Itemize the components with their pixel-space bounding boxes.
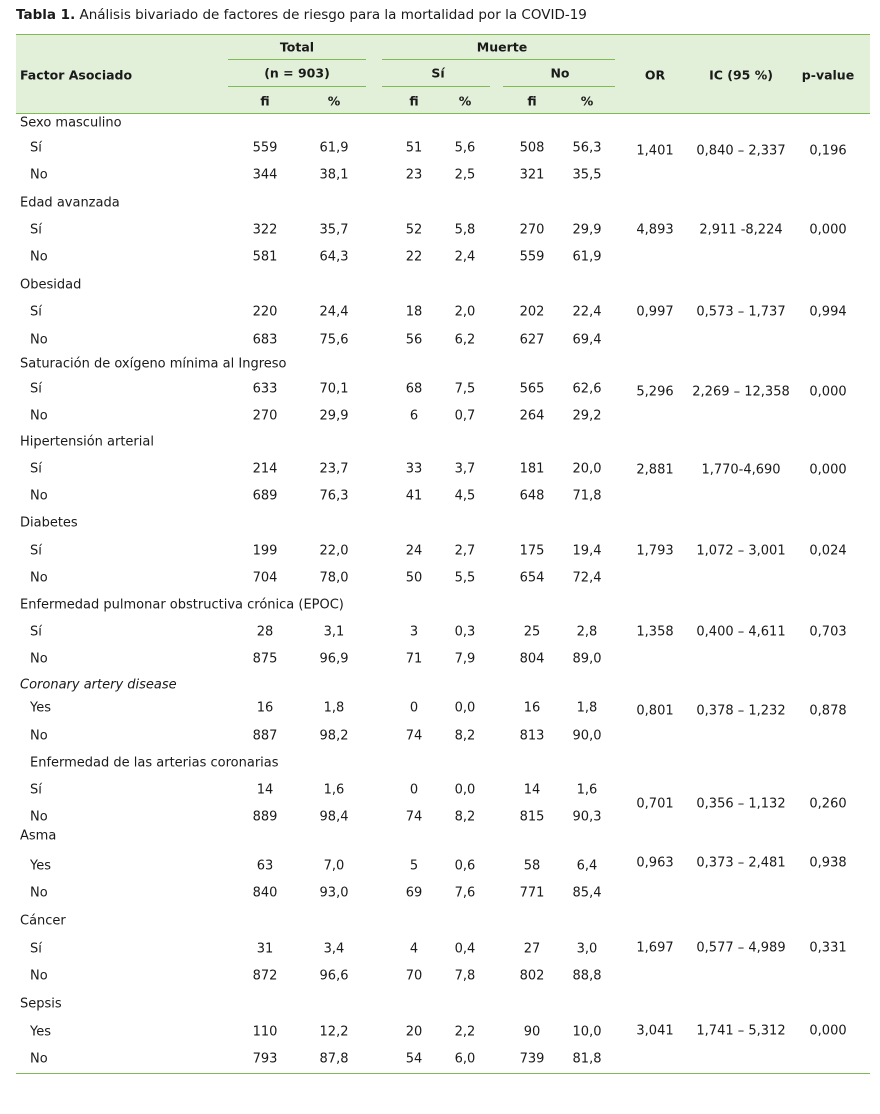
table-cell: 7,6 [454,885,476,901]
table-cell: 29,2 [572,408,602,424]
table-cell: 202 [519,304,545,320]
table-cell: 1,8 [323,700,345,716]
row-label: Sí [30,941,42,957]
table-cell: 627 [519,332,545,348]
or-value: 4,893 [636,222,674,238]
p-value-header: p-value [801,67,855,83]
table-cell: 54 [405,1051,423,1067]
table-cell: 214 [252,461,278,477]
p-value: 0,703 [809,624,847,640]
row-label: No [30,249,48,265]
total-pct-header: % [327,93,341,109]
table-cell: 7,9 [454,651,476,667]
table-cell: 1,6 [323,782,345,798]
ic-value: 0,400 – 4,611 [696,624,786,640]
table-cell: 27 [523,941,541,957]
table-cell: 889 [252,809,278,825]
p-value: 0,000 [809,462,847,478]
table-cell: 31 [256,941,274,957]
or-value: 0,997 [636,304,674,320]
row-label: No [30,167,48,183]
row-label: No [30,570,48,586]
n-header: (n = 903) [264,65,330,81]
row-label: Sí [30,782,42,798]
or-value: 1,358 [636,624,674,640]
table-cell: 62,6 [572,381,602,397]
ic-value: 1,741 – 5,312 [696,1023,786,1039]
or-value: 2,881 [636,462,674,478]
table-cell: 50 [405,570,423,586]
table-cell: 840 [252,885,278,901]
group-title: Cáncer [20,913,66,929]
table-cell: 10,0 [572,1024,602,1040]
group-title: Enfermedad de las arterias coronarias [30,755,279,771]
ic-value: 0,378 – 1,232 [696,703,786,719]
table-cell: 29,9 [572,222,602,238]
total-fi-header: fi [260,93,270,109]
table-cell: 89,0 [572,651,602,667]
table-cell: 0,7 [454,408,476,424]
muerte-si-rule [382,86,490,87]
table-cell: 63 [256,858,274,874]
ic-value: 0,840 – 2,337 [696,143,786,159]
table-cell: 0,3 [454,624,476,640]
table-cell: 20 [405,1024,423,1040]
group-title: Coronary artery disease [20,677,177,693]
table-cell: 2,7 [454,543,476,559]
row-label: Sí [30,222,42,238]
ic-value: 0,373 – 2,481 [696,855,786,871]
table-cell: 24 [405,543,423,559]
p-value: 0,000 [809,222,847,238]
table-cell: 565 [519,381,545,397]
table-cell: 78,0 [319,570,349,586]
factor-header: Factor Asociado [20,67,133,83]
table-cell: 3,1 [323,624,345,640]
table-cell: 93,0 [319,885,349,901]
table-cell: 0 [409,700,419,716]
table-cell: 0,6 [454,858,476,874]
table-cell: 72,4 [572,570,602,586]
row-label: No [30,809,48,825]
table-cell: 25 [523,624,541,640]
p-value: 0,260 [809,796,847,812]
table-cell: 3,0 [576,941,598,957]
ic-value: 1,770-4,690 [701,462,781,478]
table-cell: 5 [409,858,419,874]
or-value: 1,793 [636,543,674,559]
muerte-si-header: Sí [431,65,445,81]
table-cell: 7,5 [454,381,476,397]
caption-text: Análisis bivariado de factores de riesgo para la mortalidad por la COVID-19 [75,7,587,23]
table-cell: 654 [519,570,545,586]
or-value: 0,701 [636,796,674,812]
row-label: No [30,488,48,504]
table-cell: 24,4 [319,304,349,320]
row-label: No [30,408,48,424]
table-cell: 70 [405,968,423,984]
table-cell: 875 [252,651,278,667]
table-cell: 56,3 [572,140,602,156]
p-value: 0,024 [809,543,847,559]
table-cell: 22,4 [572,304,602,320]
table-cell: 5,5 [454,570,476,586]
table-cell: 683 [252,332,278,348]
table-cell: 8,2 [454,728,476,744]
n-rule [228,86,366,87]
table-cell: 633 [252,381,278,397]
table-cell: 3 [409,624,419,640]
ic-value: 2,911 -8,224 [699,222,783,238]
row-label: Sí [30,543,42,559]
p-value: 0,000 [809,1023,847,1039]
row-label: Yes [30,700,51,716]
table-cell: 199 [252,543,278,559]
table-cell: 581 [252,249,278,265]
table-cell: 64,3 [319,249,349,265]
table-cell: 51 [405,140,423,156]
table-cell: 96,9 [319,651,349,667]
row-label: No [30,1051,48,1067]
table-cell: 887 [252,728,278,744]
ic-header: IC (95 %) [709,67,773,83]
table-cell: 52 [405,222,423,238]
table-cell: 1,8 [576,700,598,716]
table-cell: 56 [405,332,423,348]
table-cell: 19,4 [572,543,602,559]
table-cell: 68 [405,381,423,397]
table-cell: 35,5 [572,167,602,183]
table-cell: 175 [519,543,545,559]
table-cell: 3,7 [454,461,476,477]
table-cell: 22 [405,249,423,265]
table-cell: 90 [523,1024,541,1040]
table-cell: 3,4 [323,941,345,957]
ic-value: 0,356 – 1,132 [696,796,786,812]
table-cell: 270 [519,222,545,238]
muerte-no-rule [503,86,615,87]
table-caption [16,7,587,23]
table-cell: 74 [405,728,423,744]
table-cell: 0,4 [454,941,476,957]
table-cell: 648 [519,488,545,504]
table-cell: 508 [519,140,545,156]
table-cell: 815 [519,809,545,825]
table-cell: 12,2 [319,1024,349,1040]
table-cell: 35,7 [319,222,349,238]
table-cell: 88,8 [572,968,602,984]
no-fi-header: fi [527,93,537,109]
total-rule [228,59,366,60]
table-cell: 14 [256,782,274,798]
group-title: Hipertensión arterial [20,434,154,450]
table-cell: 87,8 [319,1051,349,1067]
table-cell: 344 [252,167,278,183]
or-value: 5,296 [636,384,674,400]
table-cell: 6,2 [454,332,476,348]
or-value: 3,041 [636,1023,674,1039]
table-cell: 0 [409,782,419,798]
table-cell: 85,4 [572,885,602,901]
group-title: Enfermedad pulmonar obstructiva crónica (EPOC) [20,597,344,613]
table-cell: 18 [405,304,423,320]
p-value: 0,878 [809,703,847,719]
table-cell: 16 [256,700,274,716]
table-cell: 98,2 [319,728,349,744]
row-label: Sí [30,624,42,640]
or-value: 1,697 [636,940,674,956]
table-cell: 5,8 [454,222,476,238]
table-cell: 6 [409,408,419,424]
table-header [16,34,870,114]
row-label: Sí [30,461,42,477]
p-value: 0,938 [809,855,847,871]
table-cell: 71,8 [572,488,602,504]
table-cell: 61,9 [572,249,602,265]
group-title: Asma [20,828,57,844]
row-label: No [30,728,48,744]
row-label: Yes [30,1024,51,1040]
row-label: Sí [30,381,42,397]
group-title: Diabetes [20,515,78,531]
table-cell: 22,0 [319,543,349,559]
table-cell: 8,2 [454,809,476,825]
table-cell: 689 [252,488,278,504]
table-cell: 793 [252,1051,278,1067]
table-cell: 771 [519,885,545,901]
muerte-no-header: No [550,65,570,81]
no-pct-header: % [580,93,594,109]
table-cell: 6,0 [454,1051,476,1067]
p-value: 0,331 [809,940,847,956]
table-cell: 559 [252,140,278,156]
table-cell: 69,4 [572,332,602,348]
group-title: Obesidad [20,277,82,293]
table-cell: 321 [519,167,545,183]
table-cell: 559 [519,249,545,265]
table-cell: 75,6 [319,332,349,348]
p-value: 0,000 [809,384,847,400]
table-cell: 70,1 [319,381,349,397]
table-cell: 14 [523,782,541,798]
table-cell: 704 [252,570,278,586]
muerte-rule [382,59,615,60]
group-title: Sexo masculino [20,115,122,131]
p-value: 0,196 [809,143,847,159]
table-cell: 76,3 [319,488,349,504]
table-cell: 270 [252,408,278,424]
table-cell: 74 [405,809,423,825]
table-cell: 802 [519,968,545,984]
table-cell: 61,9 [319,140,349,156]
table-cell: 1,6 [576,782,598,798]
table-cell: 0,0 [454,700,476,716]
table-cell: 6,4 [576,858,598,874]
or-value: 0,963 [636,855,674,871]
table-cell: 69 [405,885,423,901]
table-cell: 2,2 [454,1024,476,1040]
si-pct-header: % [458,93,472,109]
table-cell: 90,3 [572,809,602,825]
table-cell: 33 [405,461,423,477]
table-cell: 16 [523,700,541,716]
table-cell: 71 [405,651,423,667]
table-cell: 58 [523,858,541,874]
si-fi-header: fi [409,93,419,109]
or-value: 0,801 [636,703,674,719]
table-cell: 28 [256,624,274,640]
table-cell: 264 [519,408,545,424]
table-cell: 2,5 [454,167,476,183]
table-cell: 41 [405,488,423,504]
table-cell: 4,5 [454,488,476,504]
table-cell: 181 [519,461,545,477]
table-cell: 0,0 [454,782,476,798]
table-cell: 813 [519,728,545,744]
table-cell: 5,6 [454,140,476,156]
table-cell: 322 [252,222,278,238]
table-cell: 29,9 [319,408,349,424]
p-value: 0,994 [809,304,847,320]
ic-value: 0,577 – 4,989 [696,940,786,956]
total-header: Total [279,39,315,55]
ic-value: 1,072 – 3,001 [696,543,786,559]
row-label: Sí [30,140,42,156]
table-cell: 872 [252,968,278,984]
table-bottom-rule [16,1073,870,1074]
row-label: No [30,885,48,901]
table-cell: 96,6 [319,968,349,984]
table-cell: 38,1 [319,167,349,183]
ic-value: 0,573 – 1,737 [696,304,786,320]
table-cell: 7,8 [454,968,476,984]
group-title: Sepsis [20,996,62,1012]
ic-value: 2,269 – 12,358 [692,384,790,400]
table-cell: 2,4 [454,249,476,265]
group-title: Edad avanzada [20,195,120,211]
table-cell: 2,0 [454,304,476,320]
table-cell: 23,7 [319,461,349,477]
table-cell: 4 [409,941,419,957]
row-label: No [30,332,48,348]
table-cell: 220 [252,304,278,320]
table-cell: 23 [405,167,423,183]
table-cell: 20,0 [572,461,602,477]
row-label: No [30,968,48,984]
row-label: Sí [30,304,42,320]
group-title: Saturación de oxígeno mínima al Ingreso [20,356,287,372]
caption-label: Tabla 1. [16,7,76,23]
table-cell: 81,8 [572,1051,602,1067]
table-cell: 7,0 [323,858,345,874]
table-cell: 90,0 [572,728,602,744]
row-label: Yes [30,858,51,874]
or-header: OR [644,67,666,83]
muerte-header: Muerte [476,39,528,55]
row-label: No [30,651,48,667]
table-cell: 804 [519,651,545,667]
or-value: 1,401 [636,143,674,159]
table-cell: 2,8 [576,624,598,640]
table-cell: 110 [252,1024,278,1040]
table-cell: 739 [519,1051,545,1067]
table-cell: 98,4 [319,809,349,825]
